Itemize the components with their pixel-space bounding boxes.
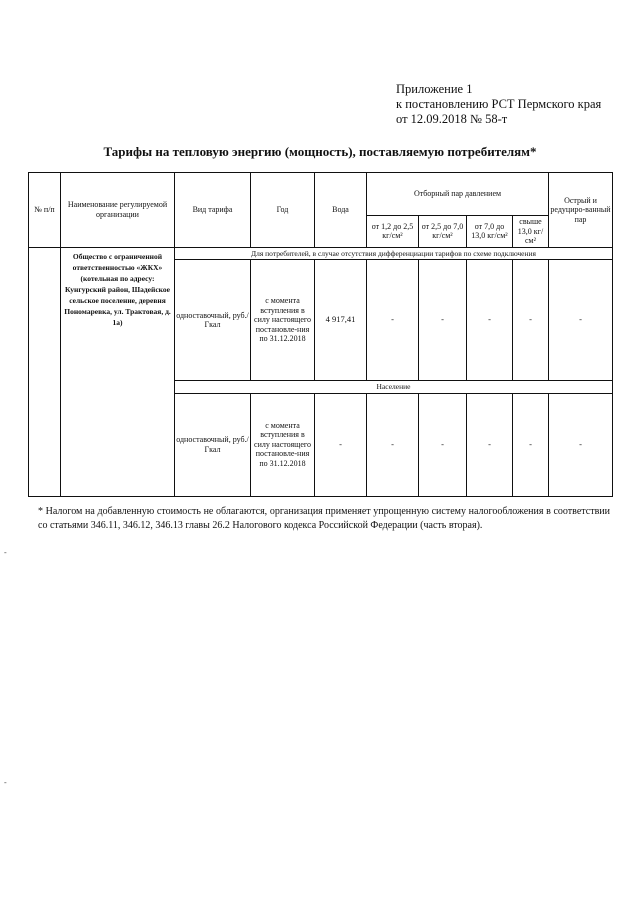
header-year: Год <box>251 173 315 248</box>
row2-year: с момента вступления в силу настоящего постановле-ния по 31.12.2018 <box>251 393 315 496</box>
row2-steam-2: - <box>419 393 467 496</box>
table-header-row <box>29 173 613 216</box>
cell-num <box>29 247 61 496</box>
row2-steam-3: - <box>467 393 513 496</box>
header-tariff-type: Вид тарифа <box>175 173 251 248</box>
appendix-header <box>396 82 636 127</box>
subheader-steam-2: от 2,5 до 7,0 кг/см² <box>419 216 467 248</box>
section-label-1: Для потребителей, в случае отсутствия дифференциации тарифов по схеме подключения <box>175 247 613 260</box>
section-label-2: Население <box>175 381 613 394</box>
subheader-steam-3: от 7,0 до 13,0 кг/см² <box>467 216 513 248</box>
document-title: Тарифы на тепловую энергию (мощность), поставляемую потребителям* <box>103 144 537 159</box>
header-water: Вода <box>315 173 367 248</box>
row1-sharp: - <box>549 260 613 381</box>
row1-year: с момента вступления в силу настоящего постановле-ния по 31.12.2018 <box>251 260 315 381</box>
header-num: № п/п <box>29 173 61 248</box>
row1-steam-1: - <box>367 260 419 381</box>
subheader-steam-1: от 1,2 до 2,5 кг/см² <box>367 216 419 248</box>
appendix-line-3: от 12.09.2018 № 58-т <box>396 112 508 126</box>
tariff-table <box>28 172 613 497</box>
subheader-steam-4: свыше 13,0 кг/см² <box>513 216 549 248</box>
header-steam: Отборный пар давлением <box>367 173 549 216</box>
row2-sharp: - <box>549 393 613 496</box>
row2-steam-1: - <box>367 393 419 496</box>
row2-steam-4: - <box>513 393 549 496</box>
org-name: Общество с ограниченной ответственностью «ЖКХ» (котельная по адресу: Кунгурский район, Шадейское сельское поселение, деревня Пономаревка, ул. Трактовая, д. 1а) <box>61 247 175 496</box>
appendix-line-1: Приложение 1 <box>396 82 473 96</box>
header-sharp-steam: Острый и редуциро-ванный пар <box>549 173 613 248</box>
appendix-line-2: к постановлению РСТ Пермского края <box>396 97 602 111</box>
row1-steam-3: - <box>467 260 513 381</box>
row2-water: - <box>315 393 367 496</box>
row1-steam-4: - <box>513 260 549 381</box>
row1-water: 4 917,41 <box>315 260 367 381</box>
header-org: Наименование регулируемой организации <box>61 173 175 248</box>
scan-mark: - <box>4 778 7 787</box>
footnote: * Налогом на добавленную стоимость не облагаются, организация применяет упрощенную систему налогообложения в соответствии со статьями 346.11, 346.12, 346.13 главы 26.2 Налогового кодекса Российской Федерации (часть вторая). <box>38 506 610 531</box>
row2-tariff-type: одноставочный, руб./Гкал <box>175 393 251 496</box>
scan-mark: - <box>4 548 7 557</box>
section-row-1 <box>29 247 613 260</box>
row1-tariff-type: одноставочный, руб./Гкал <box>175 260 251 381</box>
row1-steam-2: - <box>419 260 467 381</box>
